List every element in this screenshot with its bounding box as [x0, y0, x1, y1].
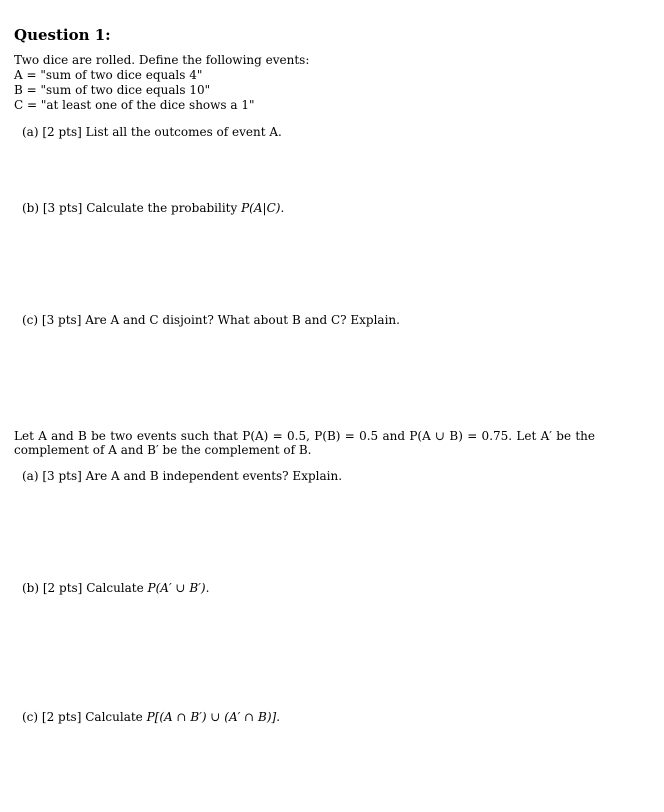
event-b-definition: B = "sum of two dice equals 10" — [14, 83, 211, 97]
math-expression: P(A′ ∪ B′) — [147, 581, 206, 595]
points-label: [3 pts] — [42, 469, 82, 483]
question-2-statement-line-2: complement of A and B′ be the complement of B. — [14, 443, 312, 457]
part-text: Calculate — [86, 581, 148, 595]
points-label: [3 pts] — [41, 313, 82, 327]
q2-part-a — [22, 469, 342, 484]
math-expression: P[(A ∩ B′) ∪ (A′ ∩ B)] — [146, 710, 277, 724]
part-text: Calculate the probability — [86, 201, 242, 215]
question-1-heading: Question 1: — [14, 26, 111, 44]
part-label: (c) — [22, 313, 39, 327]
part-text-after: . — [205, 581, 210, 595]
points-label: [2 pts] — [41, 710, 82, 724]
question-1-intro: Two dice are rolled. Define the following events: — [14, 53, 310, 67]
q1-part-c — [22, 313, 400, 328]
part-text-after: . — [276, 710, 281, 724]
event-a-definition: A = "sum of two dice equals 4" — [14, 68, 203, 82]
part-label: (a) — [22, 125, 39, 139]
part-label: (b) — [22, 581, 40, 595]
part-label: (b) — [22, 201, 40, 215]
part-label: (a) — [22, 469, 39, 483]
event-c-definition: C = "at least one of the dice shows a 1" — [14, 98, 255, 112]
q2-part-b — [22, 581, 209, 596]
question-2-statement-line-1: Let A and B be two events such that P(A) = 0.5, P(B) = 0.5 and P(A ∪ B) = 0.75. Let A′ be the — [14, 429, 595, 443]
part-text-after: . — [280, 201, 285, 215]
part-text: List all the outcomes of event A. — [85, 125, 282, 139]
points-label: [2 pts] — [42, 581, 83, 595]
part-text: Are A and C disjoint? What about B and C? Explain. — [85, 313, 400, 327]
part-text: Are A and B independent events? Explain. — [85, 469, 343, 483]
math-expression: P(A|C) — [241, 201, 281, 215]
q1-part-b — [22, 201, 284, 216]
points-label: [3 pts] — [42, 201, 83, 215]
part-label: (c) — [22, 710, 39, 724]
part-text: Calculate — [85, 710, 147, 724]
points-label: [2 pts] — [42, 125, 82, 139]
q2-part-c — [22, 710, 280, 725]
q1-part-a — [22, 125, 282, 140]
